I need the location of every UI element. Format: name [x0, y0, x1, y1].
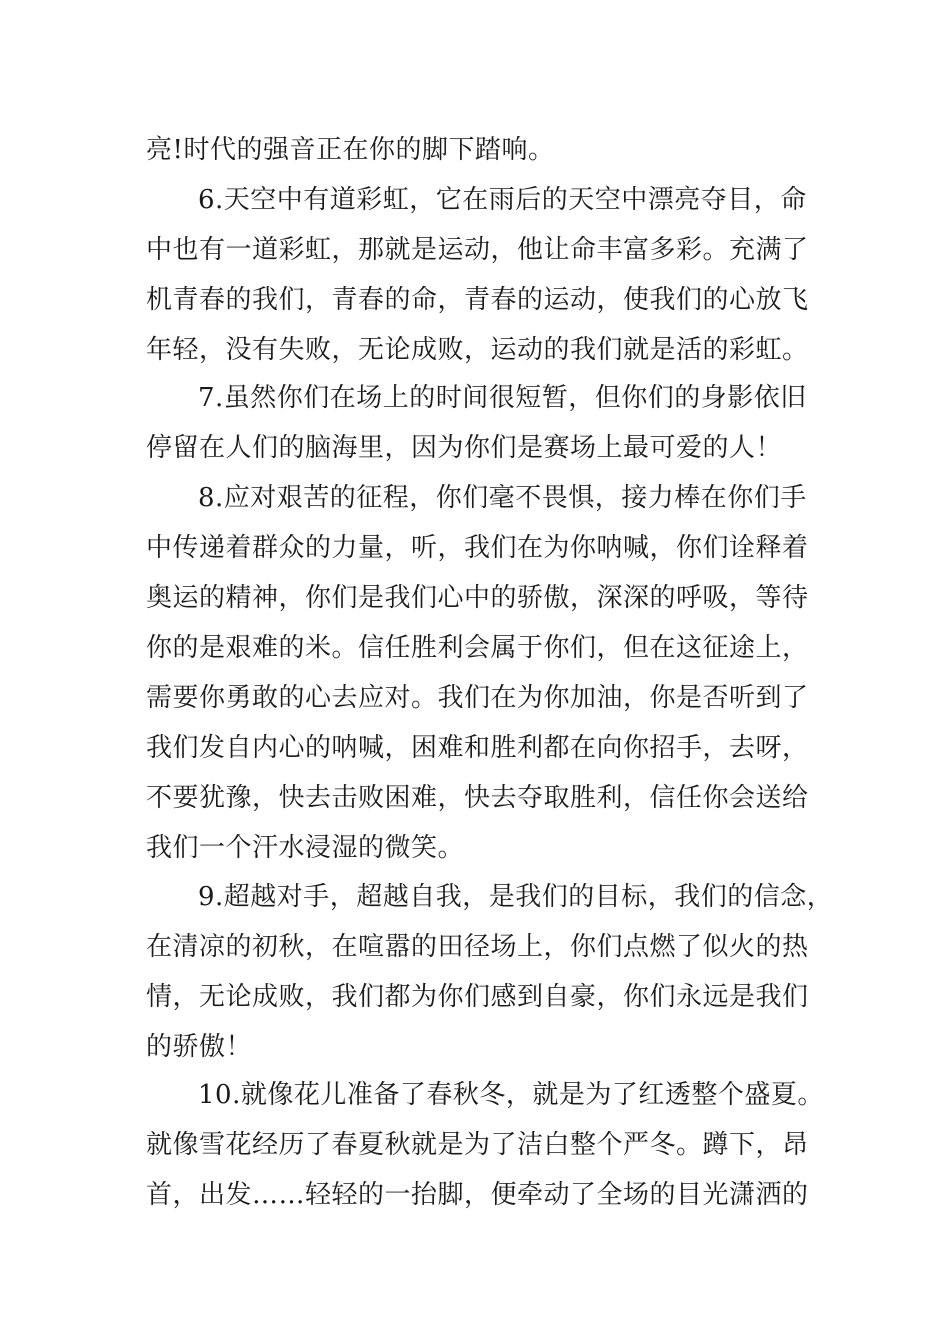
- paragraph-9-start: 9.超越对手，超越自我，是我们的目标，我们的信念，: [198, 882, 834, 912]
- text-line: 年轻，没有失败，无论成败，运动的我们就是活的彩虹。: [146, 335, 809, 365]
- paragraph-7-start: 7.虽然你们在场上的时间很短暂，但你们的身影依旧: [198, 383, 807, 413]
- text-line: 不要犹豫，快去击败困难，快去夺取胜利，信任你会送给: [146, 783, 809, 813]
- text-line: 我们一个汗水浸湿的微笑。: [146, 833, 465, 863]
- paragraph-8-start: 8.应对艰苦的征程，你们毫不畏惧，接力棒在你们手: [198, 483, 807, 513]
- text-line: 机青春的我们，青春的命，青春的运动，使我们的心放飞: [146, 285, 809, 315]
- text-line: 的骄傲！: [146, 1032, 253, 1062]
- text-line: 停留在人们的脑海里，因为你们是赛场上最可爱的人！: [146, 433, 783, 463]
- paragraph-10-start: 10.就像花儿准备了春秋冬，就是为了红透整个盛夏。: [198, 1080, 824, 1110]
- paragraph-6-start: 6.天空中有道彩虹，它在雨后的天空中漂亮夺目，命: [198, 185, 807, 215]
- text-line: 亮!时代的强音正在你的脚下踏响。: [146, 135, 555, 165]
- text-line: 你的是艰难的米。信任胜利会属于你们，但在这征途上，: [146, 633, 809, 663]
- text-line: 我们发自内心的呐喊，困难和胜利都在向你招手，去呀，: [146, 733, 809, 763]
- text-line: 中也有一道彩虹，那就是运动，他让命丰富多彩。充满了: [146, 235, 809, 265]
- text-line: 首，出发……轻轻的一抬脚，便牵动了全场的目光潇洒的: [146, 1180, 809, 1210]
- text-line: 情，无论成败，我们都为你们感到自豪，你们永远是我们: [146, 982, 809, 1012]
- text-line: 在清凉的初秋，在喧嚣的田径场上，你们点燃了似火的热: [146, 932, 809, 962]
- text-line: 就像雪花经历了春夏秋就是为了洁白整个严冬。蹲下，昂: [146, 1130, 809, 1160]
- text-line: 奥运的精神，你们是我们心中的骄傲，深深的呼吸，等待: [146, 583, 809, 613]
- text-line: 中传递着群众的力量，听，我们在为你呐喊，你们诠释着: [146, 533, 809, 563]
- text-line: 需要你勇敢的心去应对。我们在为你加油，你是否听到了: [146, 683, 809, 713]
